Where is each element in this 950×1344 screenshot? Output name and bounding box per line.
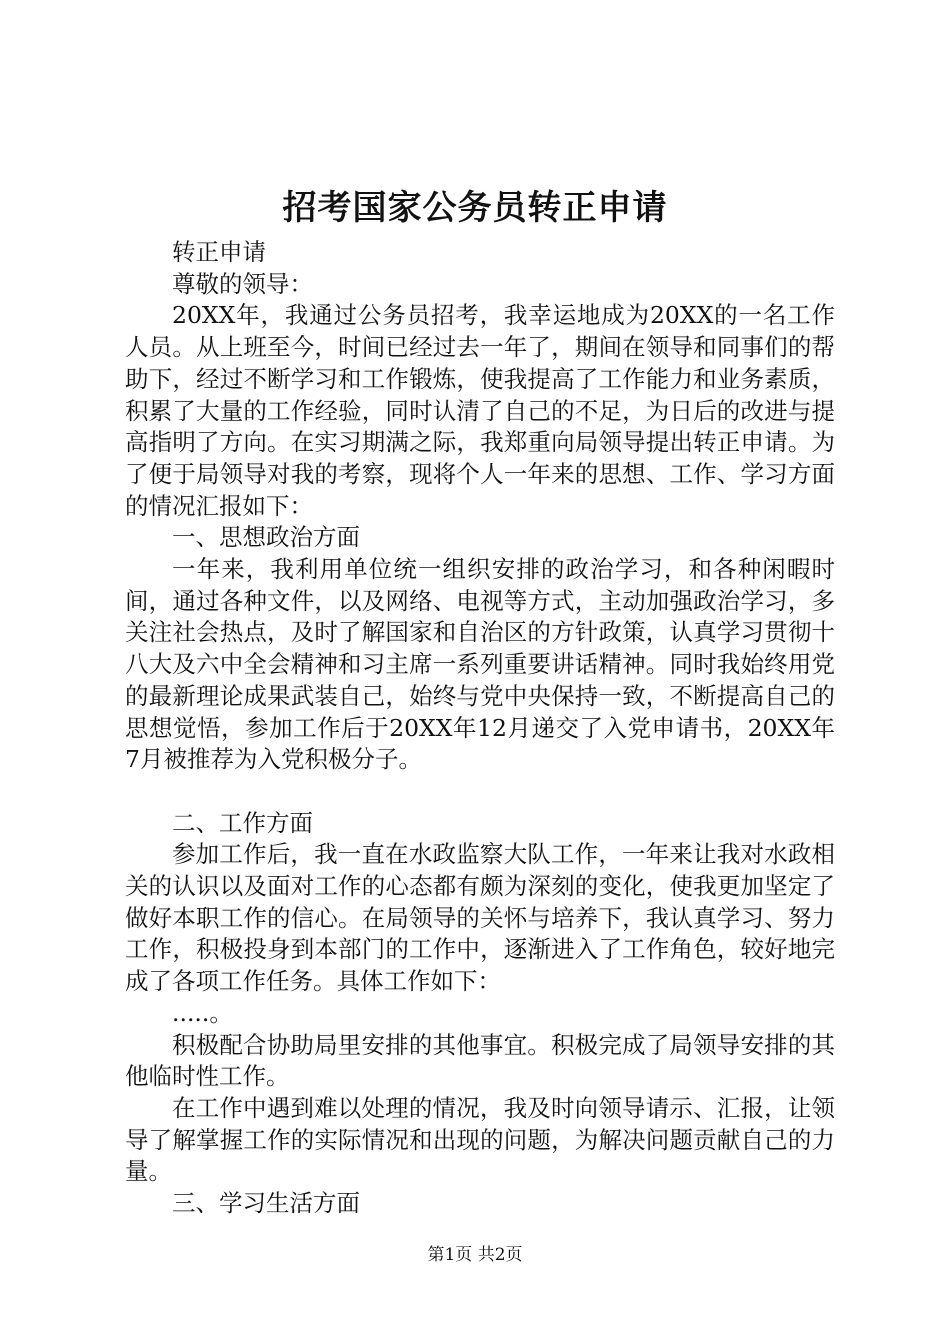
paragraph-salutation: 尊敬的领导： — [172, 269, 313, 298]
paragraph-intro: 20XX年，我通过公务员招考，我幸运地成为20XX的一名工作人员。从上班至今，时间已经过去一年了，期间在领导和同事们的帮助下，经过不断学习和工作锻炼，使我提高了工作能力和业务素质，积累了大量的工作经验，同时认清了自己的不足，为日后的改进与提高指明了方向。在实习期满之际，我郑重向局领导提出转正申请。为了便于局领导对我的考察，现将个人一年来的思想、工作、学习方面的情况汇报如下： — [125, 301, 835, 520]
page-number-footer: 第1页 共2页 — [427, 1245, 523, 1265]
paragraph-other-tasks: 积极配合协助局里安排的其他事宜。积极完成了局领导安排的其他临时性工作。 — [125, 1030, 835, 1091]
document-body — [125, 237, 835, 1220]
section-heading-political: 一、思想政治方面 — [172, 523, 360, 552]
paragraph-work: 参加工作后，我一直在水政监察大队工作，一年来让我对水政相关的认识以及面对工作的心态都有颇为深刻的变化，使我更加坚定了做好本职工作的信心。在局领导的关怀与培养下，我认真学习、努力工作，积极投身到本部门的工作中，逐渐进入了工作角色，较好地完成了各项工作任务。具体工作如下： — [125, 840, 835, 996]
paragraph-heading: 转正申请 — [172, 238, 266, 266]
document-title: 招考国家公务员转正申请 — [282, 188, 668, 228]
section-heading-study: 三、学习生活方面 — [172, 1189, 360, 1218]
paragraph-ellipsis: .....。 — [172, 998, 233, 1027]
paragraph-political: 一年来，我利用单位统一组织安排的政治学习，和各种闲暇时间，通过各种文件，以及网络、电视等方式，主动加强政治学习，多关注社会热点，及时了解国家和自治区的方针政策，认真学习贯彻十八大及六中全会精神和习主席一系列重要讲话精神。同时我始终用党的最新理论成果武装自己，始终与党中央保持一致，不断提高自己的思想觉悟，参加工作后于20XX年12月递交了入党申请书，20XX年7月被推荐为入党积极分子。 — [125, 555, 835, 774]
section-heading-work: 二、工作方面 — [172, 808, 313, 837]
paragraph-reporting: 在工作中遇到难以处理的情况，我及时向领导请示、汇报，让领导了解掌握工作的实际情况和出现的问题，为解决问题贡献自己的力量。 — [125, 1093, 835, 1186]
